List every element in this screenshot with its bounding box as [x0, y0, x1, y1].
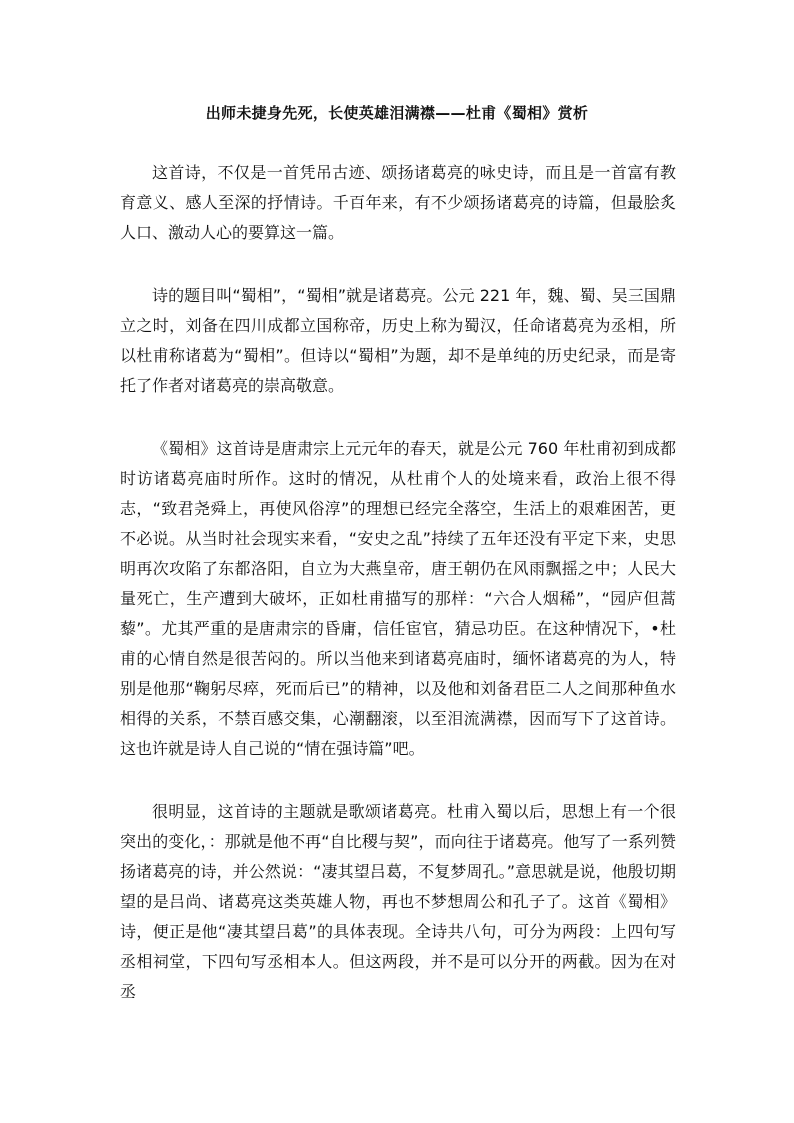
document-body: [120, 158, 676, 1040]
paragraph-3: 《蜀相》这首诗是唐肃宗上元元年的春天，就是公元 760 年杜甫初到成都时访诸葛亮庙时所作。这时的情况，从杜甫个人的处境来看，政治上很不得志，“致君尧舜上，再使风俗淳”的理想已经完全落空，生活上的艰难困苦，更不必说。从当时社会现实来看，“安史之乱”持续了五年还没有平定下来，史思明再次攻陷了东都洛阳，自立为大燕皇帝，唐王朝仍在风雨飘摇之中；人民大量死亡，生产遭到大破坏，正如杜甫描写的那样：“六合人烟稀”，“园庐但蒿藜”。尤其严重的是唐肃宗的昏庸，信任宦官，猜忌功臣。在这种情况下，•杜甫的心情自然是很苦闷的。所以当他来到诸葛亮庙时，缅怀诸葛亮的为人，特别是他那“鞠躬尽瘁，死而后已”的精神，以及他和刘备君臣二人之间那种鱼水相得的关系，不禁百感交集，心潮翻滚，以至泪流满襟，因而写下了这首诗。这也许就是诗人自己说的“情在强诗篇”吧。: [120, 439, 676, 758]
paragraph-2: 诗的题目叫“蜀相”，“蜀相”就是诸葛亮。公元 221 年，魏、蜀、吴三国鼎立之时，刘备在四川成都立国称帝，历史上称为蜀汉，任命诸葛亮为丞相，所以杜甫称诸葛为“蜀相”。但诗以“蜀相”为题，却不是单纯的历史纪录，而是寄托了作者对诸葛亮的崇高敬意。: [120, 286, 676, 395]
document-title: 出师未捷身先死，长使英雄泪满襟——杜甫《蜀相》赏析: [205, 104, 589, 122]
paragraph-4: 很明显，这首诗的主题就是歌颂诸葛亮。杜甫入蜀以后，思想上有一个很突出的变化，：那就是他不再“自比稷与契”，而向往于诸葛亮。他写了一系列赞扬诸葛亮的诗，并公然说：“凄其望吕葛，不复梦周孔。”意思就是说，他殷切期望的是吕尚、诸葛亮这类英雄人物，再也不梦想周公和孔子了。这首《蜀相》诗，便正是他“凄其望吕葛”的具体表现。全诗共八句，可分为两段：上四句写丞相祠堂，下四句写丞相本人。但这两段，并不是可以分开的两截。因为在对丞: [120, 802, 676, 1001]
paragraph-1: 这首诗，不仅是一首凭吊古迹、颂扬诸葛亮的咏史诗，而且是一首富有教育意义、感人至深的抒情诗。千百年来，有不少颂扬诸葛亮的诗篇，但最脍炙人口、激动人心的要算这一篇。: [120, 163, 676, 242]
